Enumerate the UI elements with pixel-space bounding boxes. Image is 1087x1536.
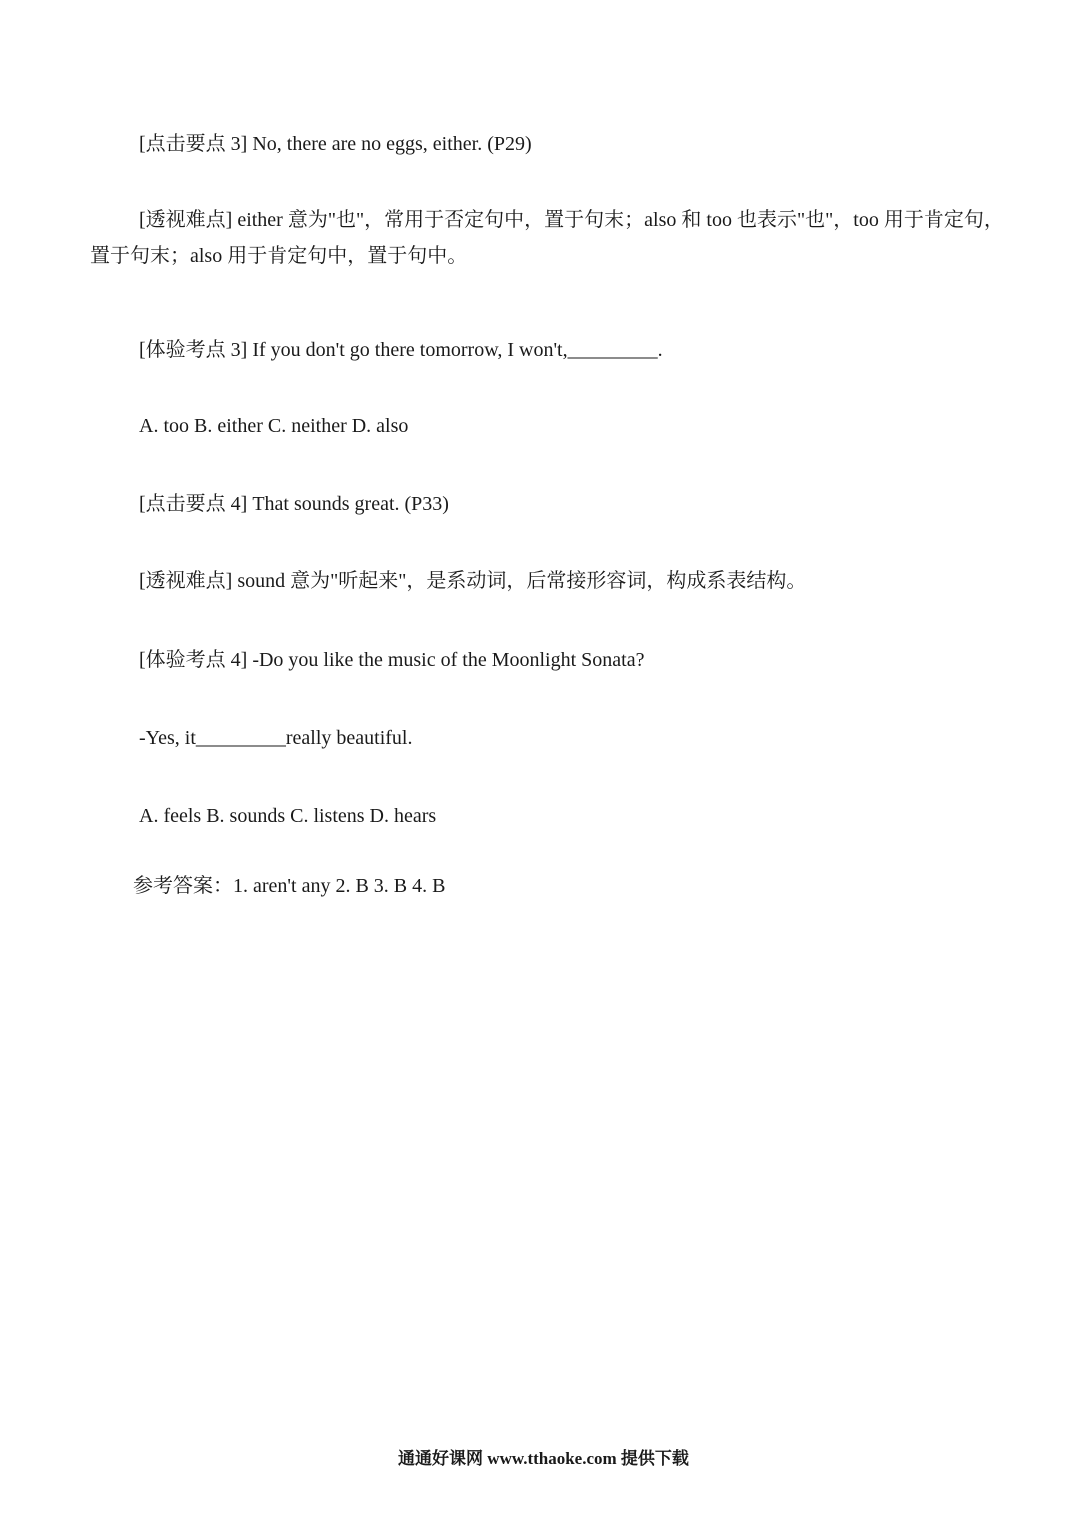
difficulty-note-3: [透视难点] either 意为"也"，常用于否定句中，置于句末；also 和 too 也表示"也"，too 用于肯定句，置于句末；also 用于肯定句中，置于句中。: [90, 209, 1004, 267]
exercise-4-question: [体验考点 4] -Do you like the music of the Moonlight Sonata?: [139, 649, 645, 671]
key-point-4: [点击要点 4] That sounds great. (P33): [139, 493, 449, 515]
exercise-3-options: A. too B. either C. neither D. also: [139, 415, 409, 437]
exercise-3-question: [体验考点 3] If you don't go there tomorrow, I won't,_________.: [139, 339, 663, 361]
answer-key: 参考答案：1. aren't any 2. B 3. B 4. B: [133, 875, 446, 897]
page-footer: 通通好课网 www.tthaoke.com 提供下载: [398, 1449, 689, 1468]
key-point-3: [点击要点 3] No, there are no eggs, either. (P29): [139, 133, 532, 155]
exercise-4-answer-line: -Yes, it_________really beautiful.: [139, 727, 413, 749]
difficulty-note-4: [透视难点] sound 意为"听起来"，是系动词，后常接形容词，构成系表结构。: [139, 570, 807, 592]
exercise-4-options: A. feels B. sounds C. listens D. hears: [139, 805, 437, 827]
